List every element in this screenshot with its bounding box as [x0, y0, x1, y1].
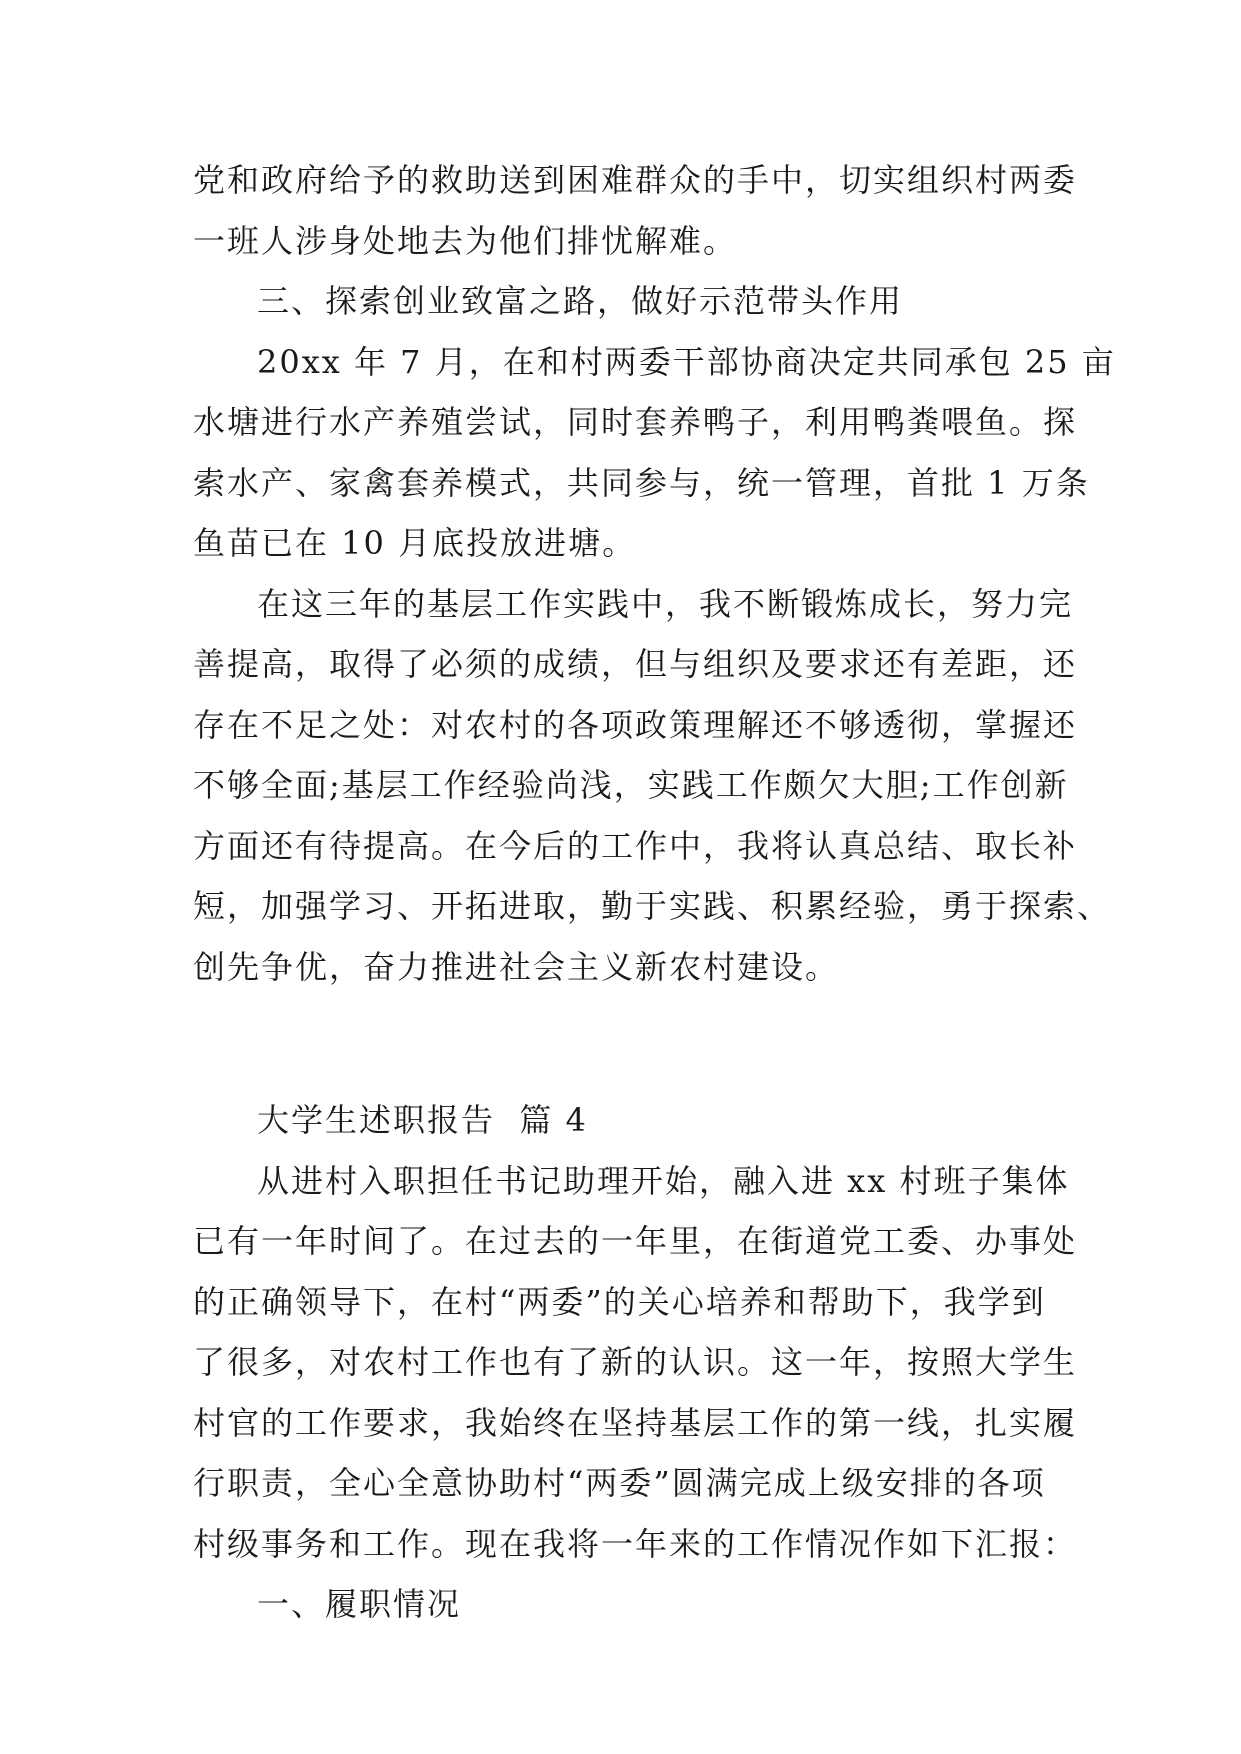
- text-line: 从进村入职担任书记助理开始，融入进 xx 村班子集体: [257, 1161, 1070, 1200]
- text-line: 了很多，对农村工作也有了新的认识。这一年，按照大学生: [193, 1343, 1078, 1381]
- text-line: 在这三年的基层工作实践中，我不断锻炼成长，努力完: [257, 584, 1074, 623]
- document-body: [193, 150, 1116, 1635]
- paragraph-intro: [193, 1151, 1078, 1575]
- text-line: 创先争优，奋力推进社会主义新农村建设。: [193, 947, 840, 986]
- text-line: 存在不足之处：对农村的各项政策理解还不够透彻，掌握还: [193, 705, 1078, 744]
- paragraph-summary: [193, 574, 1112, 998]
- text-line: 已有一年时间了。在过去的一年里，在街道党工委、办事处: [193, 1222, 1078, 1260]
- section-title: 大学生述职报告 篇 4: [257, 1101, 588, 1139]
- paragraph-relief-continued: [193, 150, 1078, 271]
- text-line: 党和政府给予的救助送到困难群众的手中，切实组织村两委: [193, 161, 1078, 199]
- text-line: 行职责，全心全意协助村“两委”圆满完成上级安排的各项: [193, 1464, 1046, 1502]
- heading-section-1: 一、履职情况: [257, 1585, 462, 1623]
- text-line: 的正确领导下，在村“两委”的关心培养和帮助下，我学到: [193, 1282, 1046, 1321]
- text-line: 水塘进行水产养殖尝试，同时套养鸭子，利用鸭粪喂鱼。探: [193, 403, 1078, 441]
- text-line: 20xx 年 7 月，在和村两委干部协商决定共同承包 25 亩: [257, 342, 1116, 381]
- text-line: 方面还有待提高。在今后的工作中，我将认真总结、取长补: [193, 826, 1078, 865]
- text-line: 不够全面;基层工作经验尚浅，实践工作颇欠大胆;工作创新: [193, 766, 1069, 804]
- heading-section-3: 三、探索创业致富之路，做好示范带头作用: [257, 282, 904, 320]
- text-line: 短，加强学习、开拓进取，勤于实践、积累经验，勇于探索、: [193, 887, 1112, 925]
- section-spacer: [193, 997, 1053, 1090]
- text-line: 一班人涉身处地去为他们排忧解难。: [193, 221, 738, 260]
- text-line: 鱼苗已在 10 月底投放进塘。: [193, 524, 637, 562]
- text-line: 村官的工作要求，我始终在坚持基层工作的第一线，扎实履: [193, 1403, 1078, 1442]
- paragraph-aquaculture: [193, 332, 1116, 574]
- text-line: 善提高，取得了必须的成绩，但与组织及要求还有差距，还: [193, 645, 1078, 683]
- text-line: 索水产、家禽套养模式，共同参与，统一管理，首批 1 万条: [193, 463, 1090, 502]
- text-line: 村级事务和工作。现在我将一年来的工作情况作如下汇报：: [193, 1524, 1078, 1563]
